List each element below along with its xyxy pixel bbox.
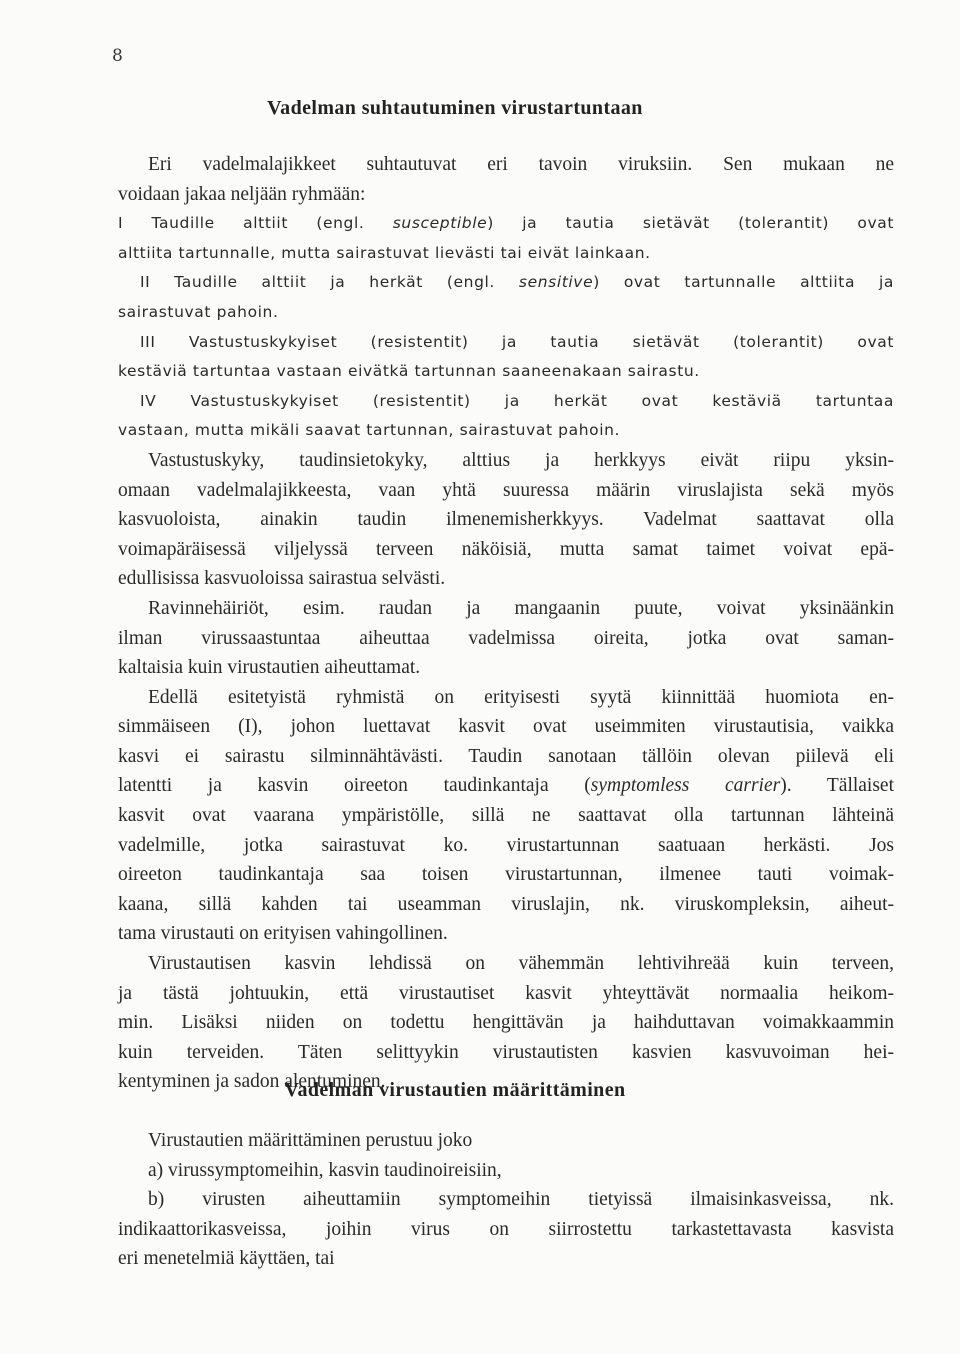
text-line: kuin terveiden. Täten selittyykin virustautisten kasvien kasvuvoiman hei- — [118, 1041, 894, 1063]
text-line: kaltaisia kuin virustautien aiheuttamat. — [118, 657, 421, 679]
text-line: II Taudille alttiit ja herkät (engl. sensitive) ovat tartunnalle alttiita ja — [140, 273, 894, 292]
page-number: 8 — [112, 46, 123, 66]
section-body-susceptibility — [118, 150, 894, 1097]
latin-term: sensitive — [518, 273, 594, 292]
text-line: tama virustauti on erityisen vahingollinen. — [118, 923, 448, 945]
text-line: edullisissa kasvuoloissa sairastua selvästi. — [118, 568, 446, 590]
text-line: ja tästä johtuukin, että virustautiset kasvit yhteyttävät normaalia heikom- — [118, 982, 894, 1004]
text-line: vadelmille, jotka sairastuvat ko. virustartunnan saatuaan herkästi. Jos — [118, 834, 894, 856]
section-body-identification — [118, 1126, 894, 1274]
text-line: III Vastustuskykyiset (resistentit) ja tautia sietävät (tolerantit) ovat — [140, 332, 894, 351]
text-line: alttiita tartunnalle, mutta sairastuvat lievästi tai eivät lainkaan. — [118, 243, 651, 262]
section-heading-identification: Vadelman virustautien määrittäminen — [284, 1079, 626, 1101]
section-heading-susceptibility: Vadelman suhtautuminen virustartuntaan — [267, 97, 643, 119]
text-line: latentti ja kasvin oireeton taudinkantaja (symptomless carrier). Tällaiset — [118, 775, 895, 797]
text-line: Ravinnehäiriöt, esim. raudan ja mangaanin puute, voivat yksinäänkin — [148, 597, 894, 619]
text-line: eri menetelmiä käyttäen, tai — [118, 1248, 335, 1270]
text-line: ilman virussaastuntaa aiheuttaa vadelmissa oireita, jotka ovat saman- — [118, 627, 894, 649]
text-line: Virustautisen kasvin lehdissä on vähemmän lehtivihreää kuin terveen, — [148, 953, 894, 975]
text-line: simmäiseen (I), johon luettavat kasvit ovat useimmiten virustautisia, vaikka — [118, 716, 894, 738]
text-line: kestäviä tartuntaa vastaan eivätkä tartunnan saaneenakaan sairastu. — [118, 362, 700, 381]
text-line: Eri vadelmalajikkeet suhtautuvat eri tavoin viruksiin. Sen mukaan ne — [148, 154, 894, 175]
text-line: kentyminen ja sadon alentuminen. — [118, 1071, 386, 1093]
text-line: min. Lisäksi niiden on todettu hengittävän ja haihduttavan voimakkaammin — [118, 1012, 894, 1034]
text-line: I Taudille alttiit (engl. susceptible) ja tautia sietävät (tolerantit) ovat — [118, 214, 895, 233]
text-line: vastaan, mutta mikäli saavat tartunnan, sairastuvat pahoin. — [118, 421, 621, 440]
list-item-a: a) virussymptomeihin, kasvin taudinoireisiin, — [148, 1159, 502, 1181]
latin-term: susceptible — [392, 214, 488, 233]
list-item-b: b) virusten aiheuttamiin symptomeihin tietyissä ilmaisinkasveissa, nk. — [148, 1189, 894, 1211]
text-line: Virustautien määrittäminen perustuu joko — [148, 1130, 473, 1151]
text-line: kasvit ovat vaarana ympäristölle, sillä ne saattavat olla tartunnan lähteinä — [118, 805, 894, 827]
text-line: Edellä esitetyistä ryhmistä on erityisesti syytä kiinnittää huomiota en- — [148, 686, 894, 708]
text-line: IV Vastustuskykyiset (resistentit) ja herkät ovat kestäviä tartuntaa — [140, 391, 894, 410]
text-line: kasvi ei sairastu silminnähtävästi. Taudin sanotaan tällöin olevan piilevä eli — [118, 745, 894, 767]
text-line: oireeton taudinkantaja saa toisen virustartunnan, ilmenee tauti voimak- — [118, 864, 894, 886]
text-line: kaana, sillä kahden tai useamman viruslajin, nk. viruskompleksin, aiheut- — [118, 893, 894, 915]
text-line: omaan vadelmalajikkeesta, vaan yhtä suuressa määrin viruslajista sekä myös — [118, 479, 894, 501]
text-line: voidaan jakaa neljään ryhmään: — [118, 183, 366, 205]
text-line: sairastuvat pahoin. — [118, 302, 279, 321]
latin-term: symptomless carrier — [590, 775, 781, 797]
text-line: voimapäräisessä viljelyssä terveen näköisiä, mutta samat taimet voivat epä- — [118, 538, 894, 560]
text-line: indikaattorikasveissa, joihin virus on siirrostettu tarkastettavasta kasvista — [118, 1218, 894, 1240]
text-line: Vastustuskyky, taudinsietokyky, alttius ja herkkyys eivät riipu yksin- — [148, 449, 894, 471]
text-line: kasvuoloista, ainakin taudin ilmenemisherkkyys. Vadelmat saattavat olla — [118, 509, 894, 531]
